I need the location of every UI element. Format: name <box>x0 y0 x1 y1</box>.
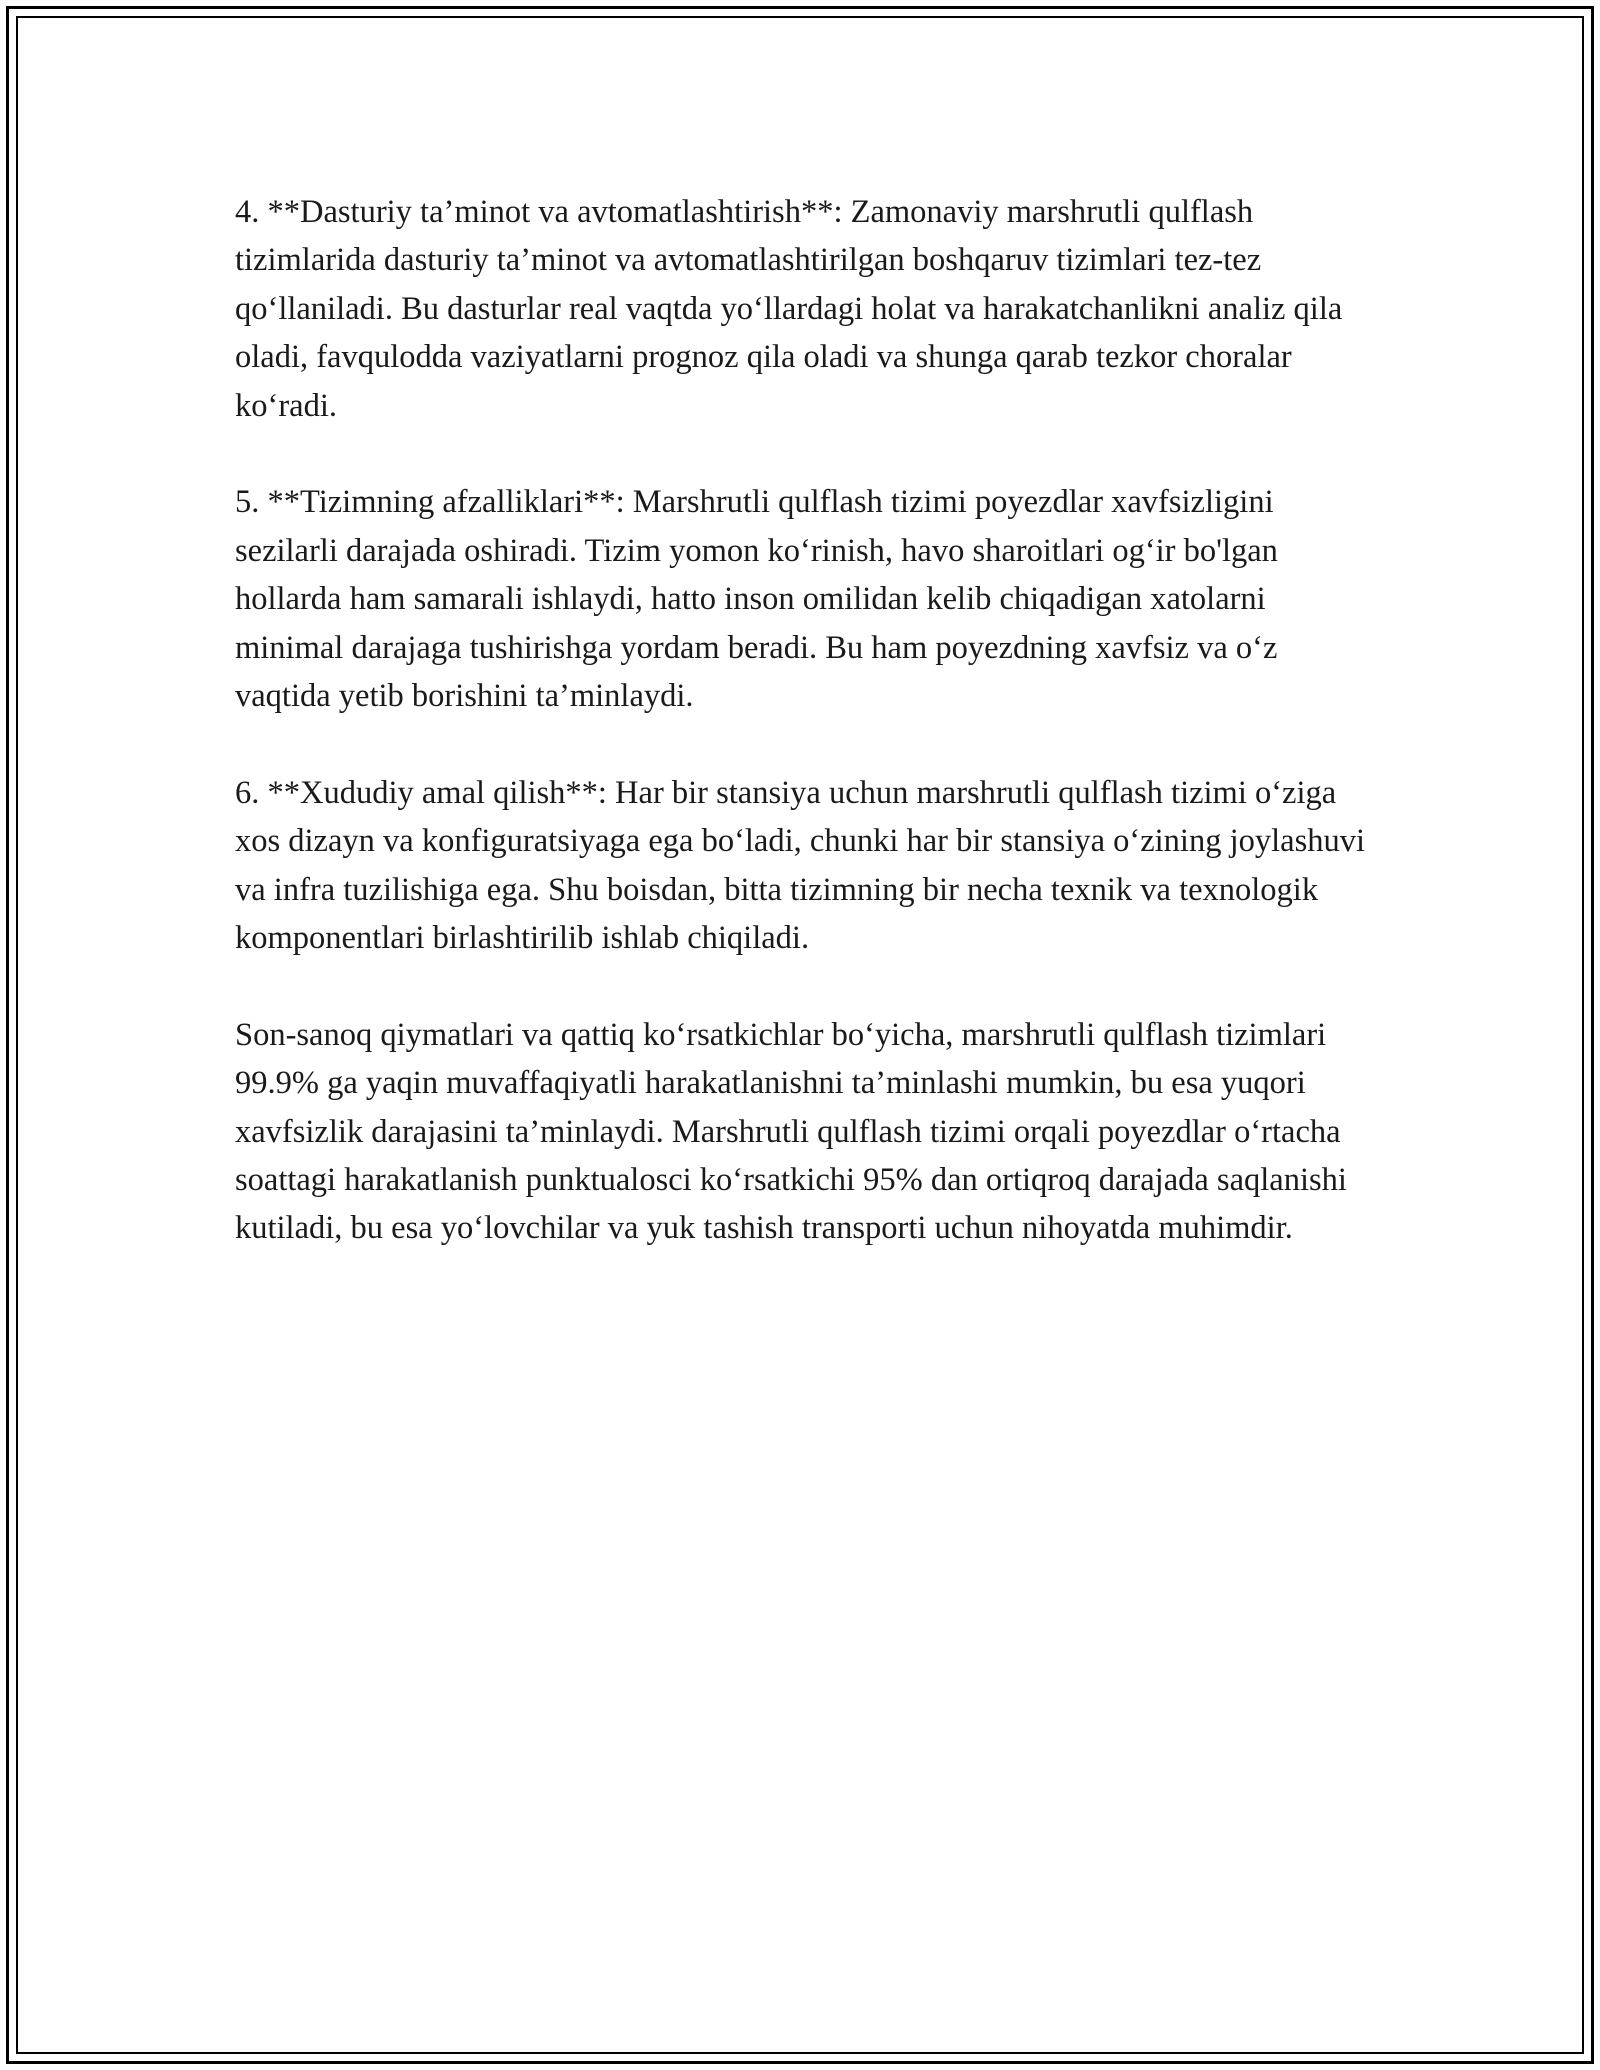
paragraph-statistics: Son-sanoq qiymatlari va qattiq ko‘rsatkichlar bo‘yicha, marshrutli qulflash tizimlari 99.9% ga yaqin muvaffaqiyatli harakatlanishni ta’minlashi mumkin, bu esa yuqori xavfsizlik darajasini ta’minlaydi. Marshrutli qulflash tizimi orqali poyezdlar o‘rtacha soattagi harakatlanish punktualosci ko‘rsatkichi 95% dan ortiqroq darajada saqlanishi kutiladi, bu esa yo‘lovchilar va yuk tashish transporti uchun nihoyatda muhimdir. <box>235 1016 1347 1247</box>
document-body <box>235 188 1375 1253</box>
paragraph-system-advantages: 5. **Tizimning afzalliklari**: Marshrutli qulflash tizimi poyezdlar xavfsizligini sezilarli darajada oshiradi. Tizim yomon ko‘rinish, havo sharoitlari og‘ir bo'lgan hollarda ham samarali ishlaydi, hatto inson omilidan kelib chiqadigan xatolarni minimal darajaga tushirishga yordam beradi. Bu ham poyezdning xavfsiz va o‘z vaqtida yetib borishini ta’minlaydi. <box>235 484 1278 715</box>
paragraph-software-automation: 4. **Dasturiy ta’minot va avtomatlashtirish**: Zamonaviy marshrutli qulflash tizimlarida dasturiy ta’minot va avtomatlashtirilgan boshqaruv tizimlari tez-tez qo‘llaniladi. Bu dasturlar real vaqtda yo‘llardagi holat va harakatchanlikni analiz qila oladi, favqulodda vaziyatlarni prognoz qila oladi va shunga qarab tezkor choralar ko‘radi. <box>235 194 1343 424</box>
paragraph-regional-operation: 6. **Xududiy amal qilish**: Har bir stansiya uchun marshrutli qulflash tizimi o‘ziga xos dizayn va konfiguratsiyaga ega bo‘ladi, chunki har bir stansiya o‘zining joylashuvi va infra tuzilishiga ega. Shu boisdan, bitta tizimning bir necha texnik va texnologik komponentlari birlashtirilib ishlab chiqiladi. <box>235 774 1365 957</box>
